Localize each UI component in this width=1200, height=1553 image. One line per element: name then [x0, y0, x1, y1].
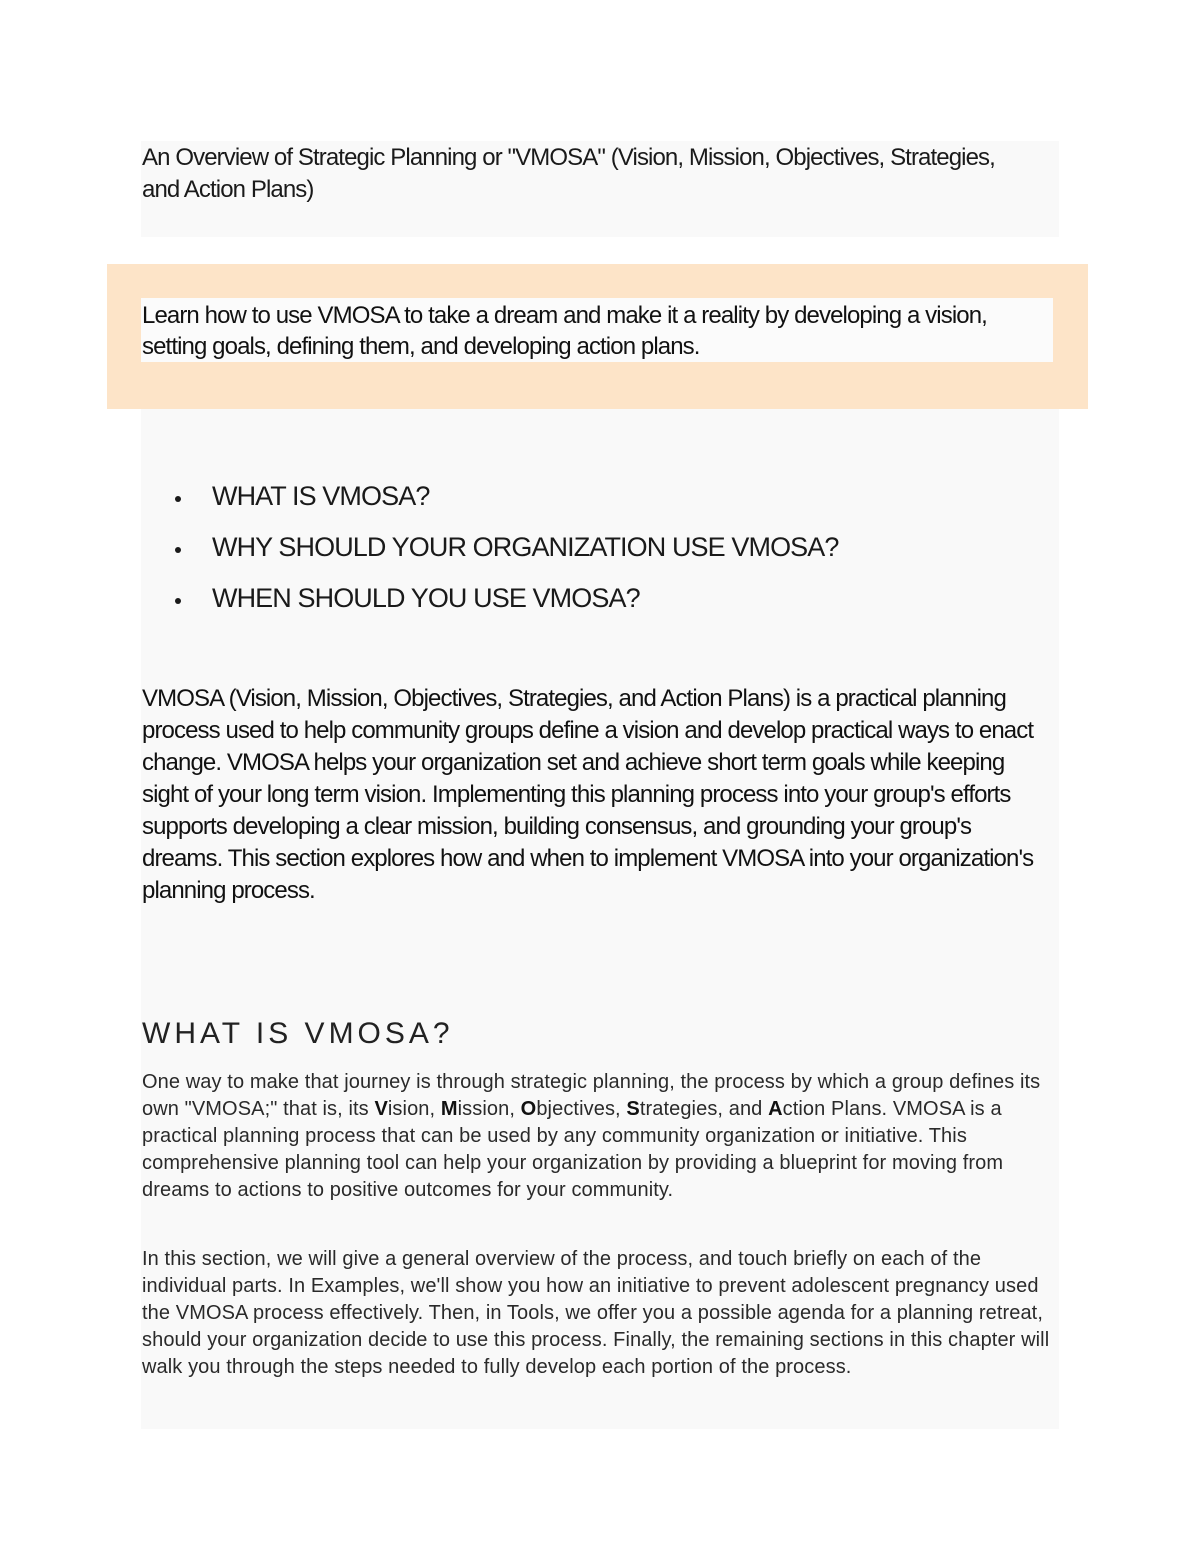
summary-text: Learn how to use VMOSA to take a dream and make it a reality by developing a vision, setting goals, defining them, and developing action plans.	[142, 302, 987, 360]
section-paragraph-2: In this section, we will give a general overview of the process, and touch briefly on each of the individual parts. In Examples, we'll show you how an initiative to prevent adolescent pregnancy used the VMOSA process effectively. Then, in Tools, we offer you a possible agenda for a planning retreat, should your organization decide to use this process. Finally, the remaining sections in this chapter will walk you through the steps needed to fully develop each portion of the process.	[142, 1248, 1050, 1378]
para-text: bjectives,	[536, 1098, 627, 1120]
section-heading: WHAT IS VMOSA?	[142, 1017, 454, 1050]
bullet-icon	[175, 598, 181, 604]
para-text: trategies, and	[639, 1098, 769, 1120]
toc-item-what-is-vmosa[interactable]	[172, 478, 839, 529]
table-of-contents	[172, 478, 839, 631]
section-paragraph-1	[142, 1069, 1054, 1204]
bullet-icon	[175, 496, 181, 502]
acronym-letter-o: O	[520, 1098, 537, 1120]
document-title: An Overview of Strategic Planning or "VMOSA" (Vision, Mission, Objectives, Strategies, and Action Plans)	[142, 144, 995, 203]
acronym-letter-m: M	[440, 1098, 458, 1120]
para-text: ction Plans. VMOSA is a practical planning process that can be used by any community organization or initiative. This comprehensive planning tool can help your organization by providing a blueprint for moving from dreams to actions to positive outcomes for your community.	[142, 1098, 1004, 1201]
toc-item-when-use-vmosa[interactable]	[172, 580, 839, 631]
toc-item-label: WHEN SHOULD YOU USE VMOSA?	[212, 583, 640, 613]
acronym-letter-a: A	[768, 1098, 783, 1120]
acronym-letter-s: S	[626, 1098, 640, 1120]
acronym-letter-v: V	[374, 1098, 388, 1120]
toc-item-why-use-vmosa[interactable]	[172, 529, 839, 580]
intro-paragraph: VMOSA (Vision, Mission, Objectives, Strategies, and Action Plans) is a practical planning process used to help community groups define a vision and develop practical ways to enact change. VMOSA helps your organization set and achieve short term goals while keeping sight of your long term vision. Implementing this planning process into your group's efforts supports developing a clear mission, building consensus, and grounding your group's dreams. This section explores how and when to implement VMOSA into your organization's planning process.	[142, 685, 1034, 904]
para-text: ision,	[387, 1098, 441, 1120]
para-text: ission,	[457, 1098, 521, 1120]
toc-item-label: WHY SHOULD YOUR ORGANIZATION USE VMOSA?	[212, 532, 839, 562]
bullet-icon	[175, 547, 181, 553]
toc-item-label: WHAT IS VMOSA?	[212, 481, 430, 511]
para-text: One way to make that journey is through strategic planning, the process by which a group defines its own "VMOSA;" that is, its	[142, 1071, 1041, 1120]
